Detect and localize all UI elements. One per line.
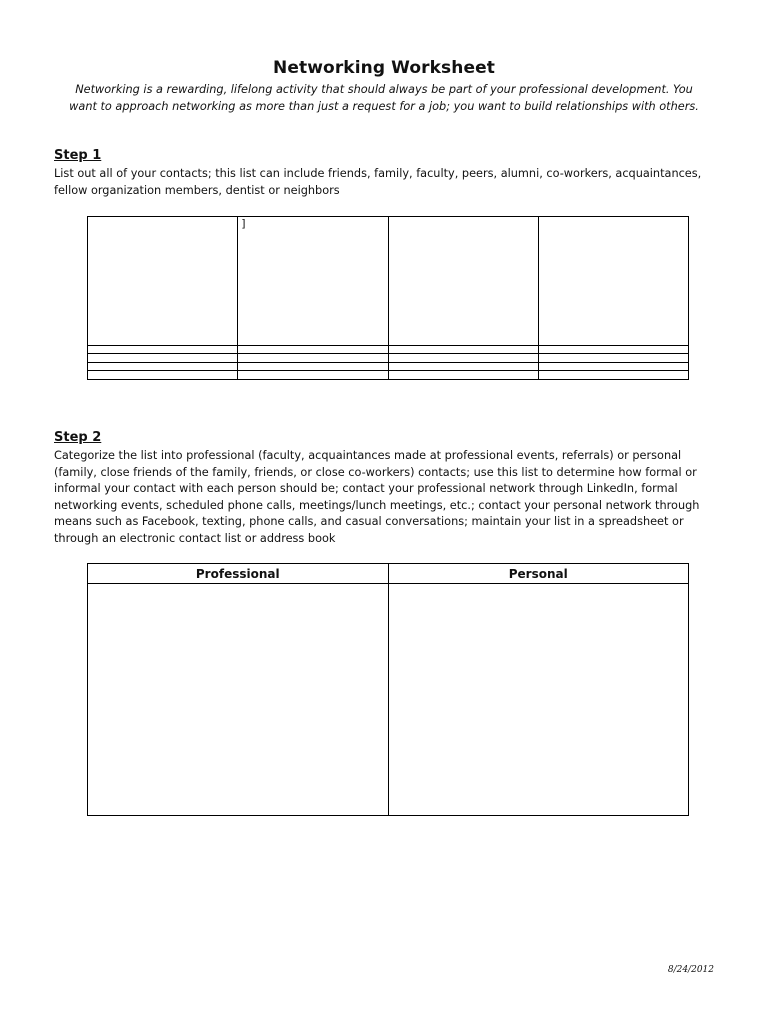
table-cell[interactable] [538,345,688,354]
step1-instructions: List out all of your contacts; this list can include friends, family, faculty, peers, alumni, co-workers, acquaintances, fellow organization members, dentist or neighbors [54,167,702,197]
table-cell[interactable] [88,354,238,363]
intro-paragraph: Networking is a rewarding, lifelong activity that should always be part of your professional development. You want to approach networking as more than just a request for a job; you want to build relationships with others. [69,83,699,113]
footer-date: 8/24/2012 [667,965,714,975]
table-cell[interactable]: ] [238,217,388,346]
table-cell[interactable] [238,371,388,380]
table-row [88,584,689,816]
contacts-table [87,216,689,380]
table-cell[interactable] [88,371,238,380]
table-row [88,345,689,354]
table-row [88,217,689,346]
table-row [88,354,689,363]
table-cell[interactable] [538,362,688,371]
table-cell[interactable] [388,371,538,380]
table-cell[interactable] [388,217,538,346]
table-cell[interactable] [88,217,238,346]
table-cell[interactable] [388,354,538,363]
table-cell[interactable] [238,362,388,371]
professional-list-cell[interactable] [88,584,389,816]
table-cell[interactable] [538,354,688,363]
table-cell[interactable] [88,362,238,371]
table-cell[interactable] [538,371,688,380]
step1-heading: Step 1 [54,148,102,163]
personal-list-cell[interactable] [388,584,689,816]
step2-instructions: Categorize the list into professional (faculty, acquaintances made at professional events, referrals) or personal (family, close friends of the family, friends, or close co-workers) contacts; use this list to determine how formal or informal your contact with each person should be; contact your professional network through LinkedIn, formal networking events, scheduled phone calls, meetings/lunch meetings, etc.; contact your personal network through means such as Facebook, texting, phone calls, and casual conversations; maintain your list in a spreadsheet or through an electronic contact list or address book [54,449,700,545]
step2-heading: Step 2 [54,430,102,445]
table-cell[interactable] [238,345,388,354]
table-cell[interactable] [388,345,538,354]
professional-personal-table [87,563,689,816]
table-row [88,371,689,380]
page-title: Networking Worksheet [273,58,495,78]
table-cell[interactable] [88,345,238,354]
table-header-row [88,564,689,584]
professional-column-header: Professional [88,564,389,584]
table-cell[interactable] [388,362,538,371]
table-row [88,362,689,371]
table-cell[interactable] [238,354,388,363]
table-cell[interactable] [538,217,688,346]
personal-column-header: Personal [388,564,689,584]
